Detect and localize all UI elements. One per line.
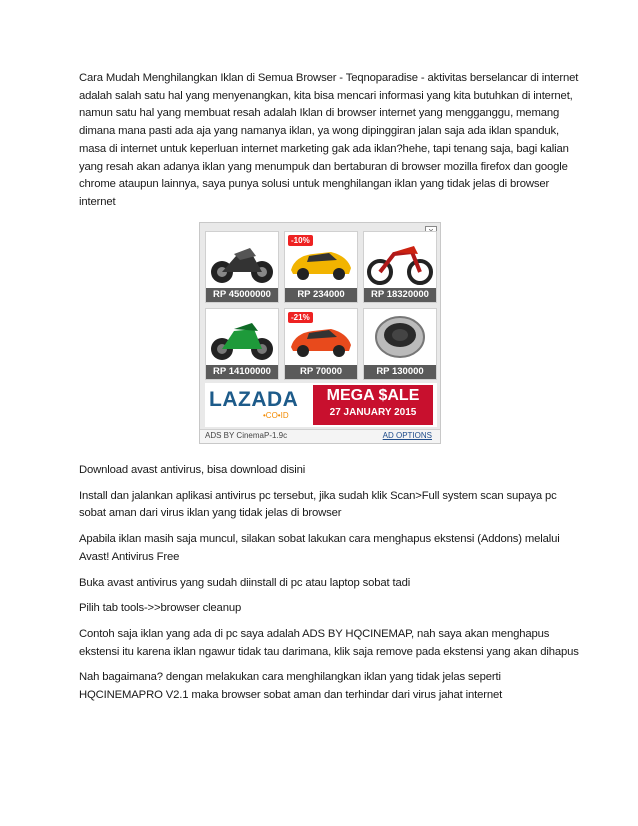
ad-discount-badge: -21%	[288, 312, 313, 323]
ad-discount-badge: -10%	[288, 235, 313, 246]
ad-price: RP 70000	[285, 365, 357, 379]
ad-price: RP 234000	[285, 288, 357, 302]
lazada-banner[interactable]	[205, 383, 437, 427]
ads-by-label: ADS BY CinemaP-1.9c	[205, 431, 288, 440]
sale-title: MEGA $ALE	[326, 387, 420, 404]
ad-product-5[interactable]	[284, 308, 358, 380]
paragraph-7: Nah bagaimana? dengan melakukan cara menghilangkan iklan yang tidak jelas seperti HQCINEMAPRO V2.1 maka browser sobat aman dan terhindar dari virus jahat internet	[79, 671, 503, 702]
ad-price: RP 45000000	[206, 288, 278, 302]
ad-product-2[interactable]	[284, 231, 358, 303]
paragraph-3: Apabila iklan masih saja muncul, silakan sobat lakukan cara menghapus ekstensi (Addons) melalui Avast! Antivirus Free	[79, 533, 560, 563]
motorcycle-icon	[206, 309, 278, 365]
brand-domain: •CO•ID	[263, 411, 289, 420]
lazada-logo	[209, 389, 309, 423]
paragraph-2: Install dan jalankan aplikasi antivirus pc tersebut, jika sudah klik Scan>Full system scan supaya pc sobat aman dari virus iklan yang tidak jelas di browser	[79, 489, 557, 520]
motorcycle-icon	[206, 232, 278, 288]
steps-section	[79, 462, 579, 713]
ad-product-3[interactable]	[363, 231, 437, 303]
sale-date: 27 JANUARY 2015	[329, 407, 417, 418]
advertisement-block[interactable]	[199, 222, 441, 444]
paragraph-1: Download avast antivirus, bisa download disini	[79, 464, 306, 476]
mega-sale-box	[313, 385, 433, 425]
ad-price: RP 130000	[364, 365, 436, 379]
paragraph-6: Contoh saja iklan yang ada di pc saya adalah ADS BY HQCINEMAP, nah saya akan menghapus ekstensi itu karena iklan ngawur tidak tau darimana, klik saja remove pada ekstensi yang akan dihapus	[79, 627, 579, 658]
ad-price: RP 14100000	[206, 365, 278, 379]
ad-options-link[interactable]: AD OPTIONS	[382, 431, 432, 440]
ad-product-4[interactable]	[205, 308, 279, 380]
ad-footer	[200, 429, 440, 443]
ad-product-6[interactable]	[363, 308, 437, 380]
paragraph-4: Buka avast antivirus yang sudah diinstall di pc atau laptop sobat tadi	[79, 576, 411, 589]
brand-name: LAZADA	[209, 388, 299, 411]
intro-paragraph: Cara Mudah Menghilangkan Iklan di Semua Browser - Teqnoparadise - aktivitas berselancar di internet adalah salah satu hal yang menyenangkan, kita bisa mencari informasi yang kita butuhkan di internet, namun satu hal yang membuat resah adalah Iklan di browser internet yang mengganggu, memang dimana mana pasti ada aja yang namanya iklan, ya wong dipinggiran jalan saja ada iklan spanduk, masa di internet untuk keperluan internet marketing gak ada iklan?hehe, tapi tenang saja, bagi kalian yang resah akan adanya iklan yang menumpuk dan bertaburan di browser mozilla firefox dan google chrome ataupun lainnya, saya punya solusi untuk menghilangan iklan yang tidak jelas di browser internet	[79, 72, 579, 208]
ad-product-1[interactable]	[205, 231, 279, 303]
dirt-bike-icon	[364, 232, 436, 288]
intro-section	[79, 70, 579, 212]
paragraph-5: Pilih tab tools->>browser cleanup	[79, 602, 242, 615]
camera-lens-icon	[364, 309, 436, 365]
ad-price: RP 18320000	[364, 288, 436, 302]
